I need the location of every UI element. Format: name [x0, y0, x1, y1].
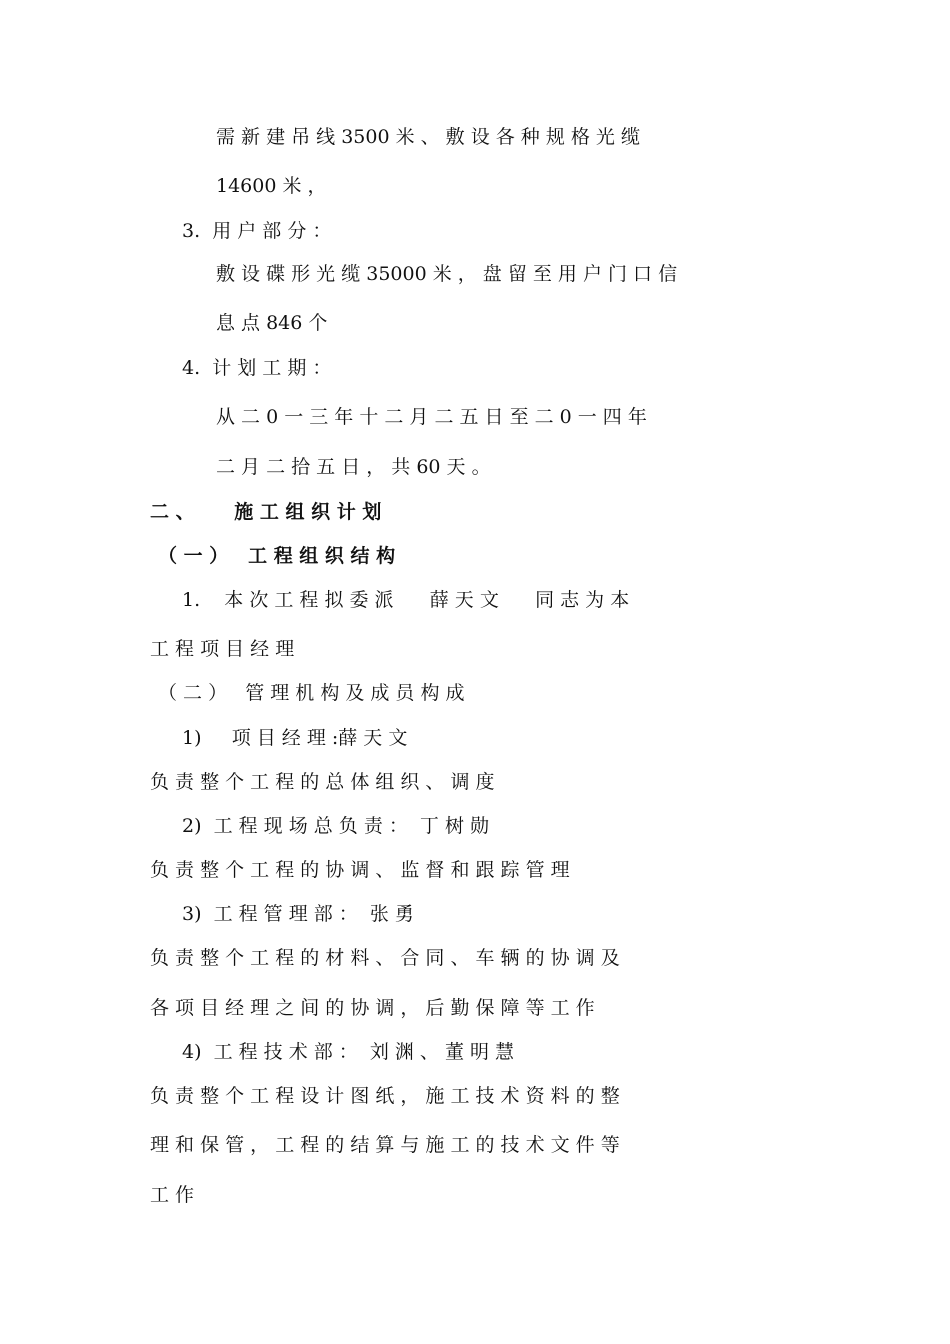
- text-line: 工 作: [150, 1184, 195, 1206]
- text-line: 负 责 整 个 工 程 的 协 调 、 监 督 和 跟 踪 管 理: [150, 859, 570, 881]
- text-line: 负 责 整 个 工 程 的 材 料 、 合 同 、 车 辆 的 协 调 及: [150, 947, 620, 969]
- subsection-heading: （ 二 ） 管 理 机 构 及 成 员 构 成: [158, 682, 465, 704]
- text-line: 理 和 保 管 ， 工 程 的 结 算 与 施 工 的 技 术 文 件 等: [150, 1134, 620, 1156]
- list-item-heading: 3. 用 户 部 分 ：: [182, 220, 332, 242]
- text-line: 二 月 二 拾 五 日 ， 共 60 天 。: [216, 456, 491, 478]
- text-line: 各 项 目 经 理 之 间 的 协 调 ， 后 勤 保 障 等 工 作: [150, 997, 595, 1019]
- list-item-heading: 4) 工 程 技 术 部 ： 刘 渊 、 董 明 慧: [182, 1041, 515, 1063]
- text-line: 负 责 整 个 工 程 设 计 图 纸 ， 施 工 技 术 资 料 的 整: [150, 1085, 620, 1107]
- list-item-heading: 1) 项 目 经 理 :薛 天 文: [182, 727, 408, 749]
- list-item-heading: 2) 工 程 现 场 总 负 责 ： 丁 树 勋: [182, 815, 490, 837]
- text-line: 从 二 0 一 三 年 十 二 月 二 五 日 至 二 0 一 四 年: [216, 406, 647, 428]
- text-line: 息 点 846 个: [216, 312, 328, 334]
- text-line: 需 新 建 吊 线 3500 米 、 敷 设 各 种 规 格 光 缆: [216, 126, 640, 148]
- text-line: 工 程 项 目 经 理: [150, 638, 295, 660]
- subsection-heading: （ 一 ） 工 程 组 织 结 构: [158, 545, 396, 567]
- text-line: 敷 设 碟 形 光 缆 35000 米 ， 盘 留 至 用 户 门 口 信: [216, 263, 678, 285]
- text-line: 负 责 整 个 工 程 的 总 体 组 织 、 调 度: [150, 771, 495, 793]
- section-heading: 二 、 施 工 组 织 计 划: [150, 501, 382, 523]
- list-item-heading: 3) 工 程 管 理 部 ： 张 勇: [182, 903, 414, 925]
- list-item-heading: 4. 计 划 工 期 ：: [182, 357, 332, 379]
- text-line: 1. 本 次 工 程 拟 委 派 薛 天 文 同 志 为 本: [182, 589, 630, 611]
- text-line: 14600 米 ，: [216, 175, 327, 197]
